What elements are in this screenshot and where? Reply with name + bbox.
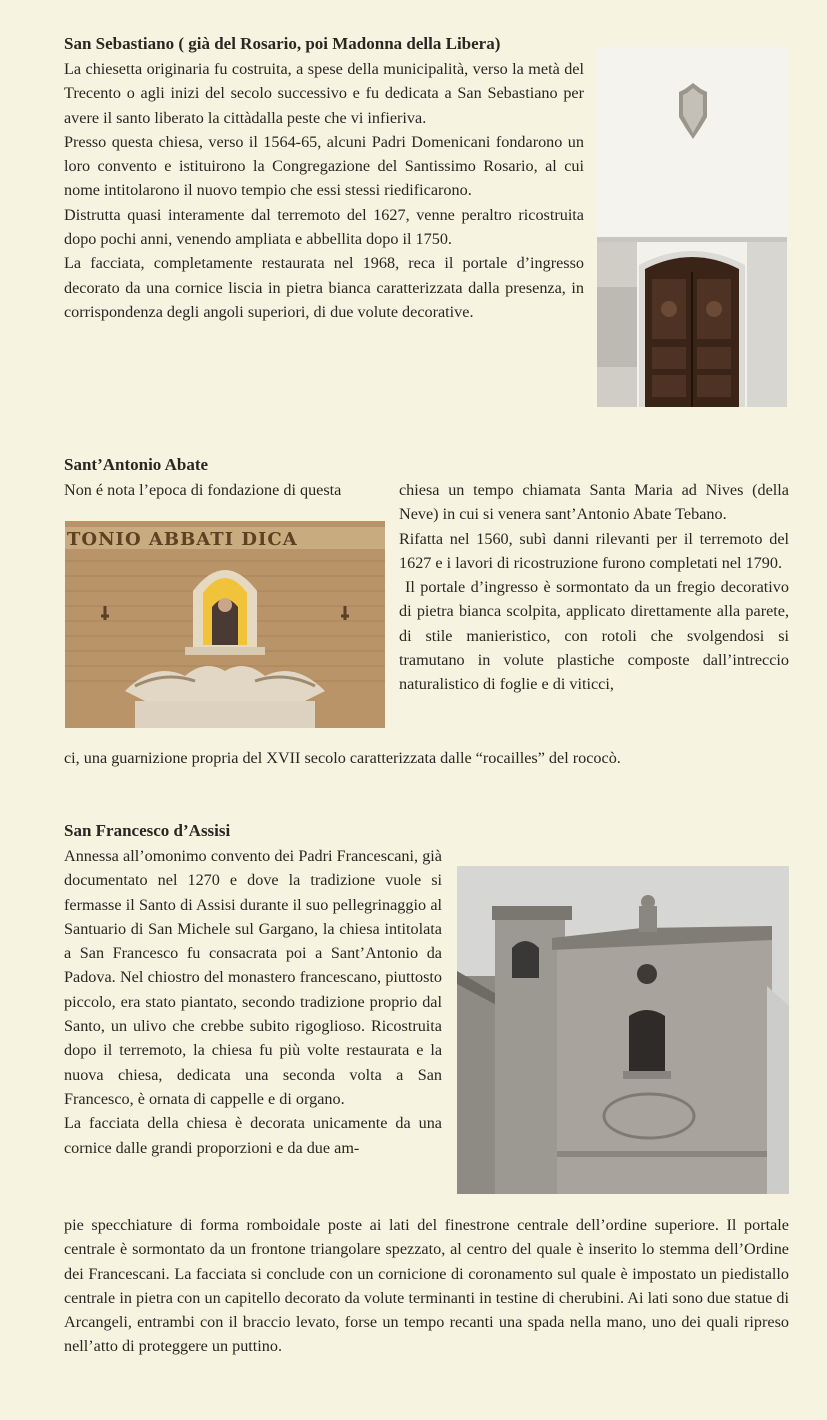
paragraph: Presso questa chiesa, verso il 1564-65, alcuni Padri Domenicani fondarono un loro convento e istituirono la Congregazione del Santissimo Rosario, al cui nome intitolarono il nuovo tempio che essi stessi riedificarono. [64,132,584,200]
paragraph: La facciata, completamente restaurata nel 1968, reca il portale d’ingresso decorato da una cornice liscia in pietra bianca caratterizzata dalla presenza, in corrispondenza degli angoli superiori, di due volute decorative. [64,254,584,321]
photo-san-sebastiano-facade [597,47,787,407]
paragraph: Distrutta quasi interamente dal terremoto del 1627, venne peraltro ricostruita dopo pochi anni, venendo ampliata e abbellita dopo il 1750. [64,205,584,249]
section-title-san-sebastiano: San Sebastiano ( già del Rosario, poi Madonna della Libera) [64,34,501,53]
section-lead-sant-antonio: Non é nota l’epoca di fondazione di questa [64,481,342,499]
section-title-sant-antonio: Sant’Antonio Abate [64,455,209,474]
section-continuation-sant-antonio: ci, una guarnizione propria del XVII secolo caratterizzata dalle “rocailles” del rococò. [64,749,621,767]
section-continuation-san-francesco: pie specchiature di forma romboidale poste ai lati del finestrone centrale dell’ordine superiore. Il portale centrale è sormontato da un frontone triangolare spezzato, al centro del quale è inserito lo stemma dell’Ordine dei Francescani. La facciata si conclude con un cornicione di coronamento sul quale è impostato un piedistallo centrale in pietra con un capitello decorato da volute terminanti in testine di cherubini. Ai lati sono due statue di Arcangeli, entrambi con il braccio levato, forse un tempo recanti una spada nella mano, uno dei quali ripreso nell’atto di proteggere un puttino. [64,1216,789,1356]
section-body-sant-antonio [399,478,789,697]
paragraph: Annessa all’omonimo convento dei Padri Francescani, già documentato nel 1270 e dove la tradizione vuole si fermasse il Santo di Assisi durante il suo pellegrinaggio al Santuario di San Michele sul Gargano, la chiesa intitolata a San Francesco fu consacrata poi a Sant’Antonio da Padova. Nel chiostro del monastero francescano, piuttosto piccolo, era stato piantato, secondo tradizione proprio dal Santo, un ulivo che crebbe subito rigoglioso. Ricostruita dopo il terremoto, la chiesa fu più volte restaurata e la nuova chiesa, dedicata una seconda volta a San Francesco, è ornata di cappelle e di organo. [64,847,442,1108]
section-body-san-francesco [64,844,442,1160]
paragraph: La facciata della chiesa è decorata unicamente da una cornice dalle grandi proporzioni e da due am- [64,1114,442,1157]
photo-san-francesco-facade [457,866,789,1194]
section-title-san-francesco: San Francesco d’Assisi [64,821,231,840]
paragraph: Il portale d’ingresso è sormontato da un fregio decorativo di pietra bianca scolpita, applicato direttamente alla parete, di stile manieristico, con rotoli che svolgendosi si tramutano in volute plastiche composte dall’intreccio naturalistico di foglie e di viticci, [399,578,789,694]
photo-sant-antonio-niche [65,521,385,728]
paragraph: La chiesetta originaria fu costruita, a spese della municipalità, verso la metà del Trecento o agli inizi del secolo successivo e fu dedicata a San Sebastiano per avere il santo liberato la cittàdalla peste che vi infieriva. [64,60,584,127]
section-body-san-sebastiano [64,57,584,324]
inscription-text: TONIO ABBATI DICA [67,529,298,550]
paragraph: chiesa un tempo chiamata Santa Maria ad Nives (della Neve) in cui si venera sant’Antonio Abate Tebano. [399,481,789,524]
paragraph: Rifatta nel 1560, subì danni rilevanti per il terremoto del 1627 e i lavori di ricostruzione furono completati nel 1790. [399,529,789,572]
